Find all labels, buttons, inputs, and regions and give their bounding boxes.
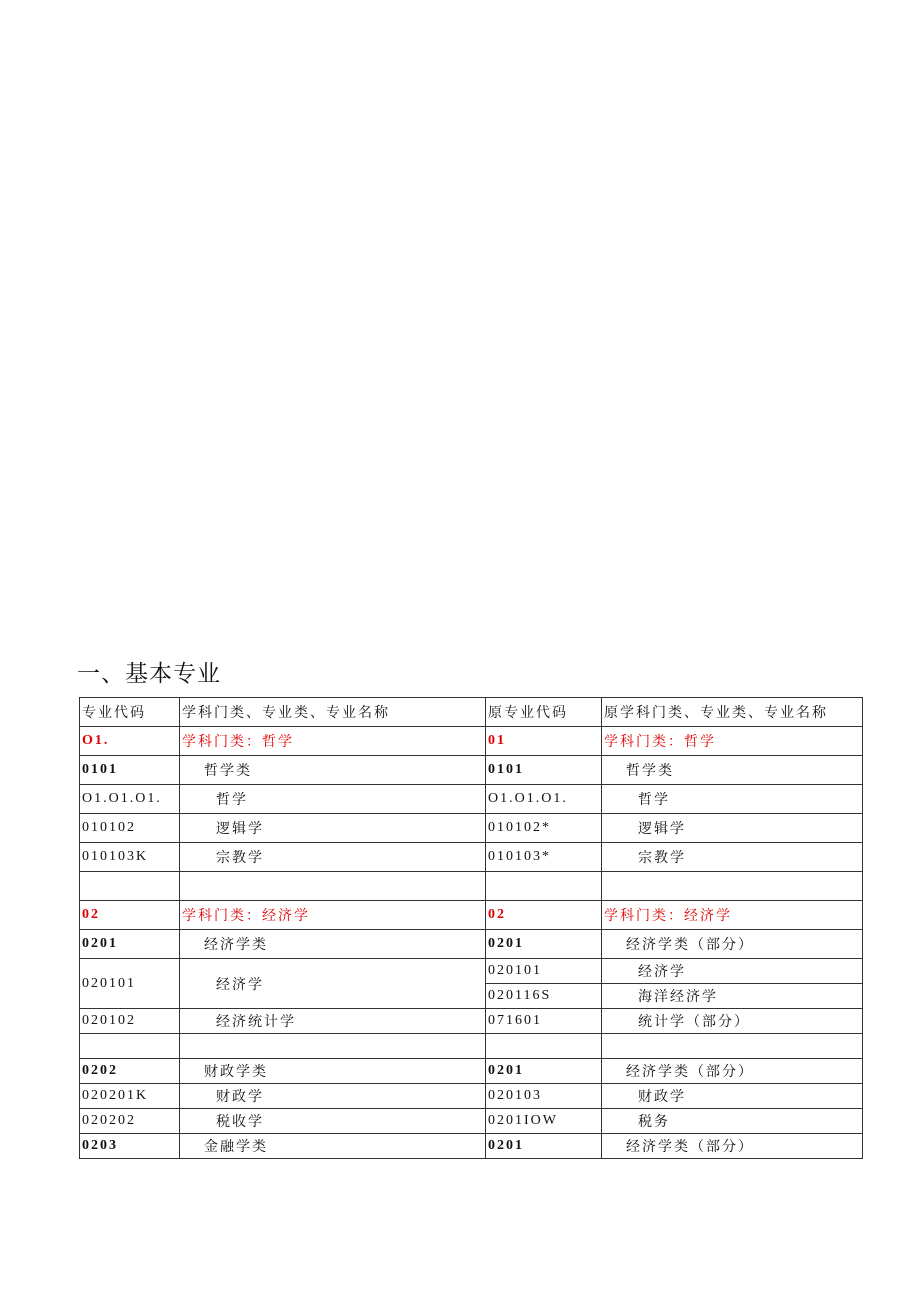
- old-code: 0201: [486, 1134, 602, 1159]
- old-name: 经济学类（部分）: [602, 1059, 863, 1084]
- major-code: 010103K: [80, 843, 180, 872]
- table-row: [80, 727, 863, 756]
- major-name: 财政学类: [180, 1059, 486, 1084]
- old-code: 0201IOW: [486, 1109, 602, 1134]
- table-row: [80, 1009, 863, 1034]
- old-name: 经济学: [602, 959, 863, 984]
- empty-cell: [486, 1034, 602, 1059]
- old-name: 税务: [602, 1109, 863, 1134]
- major-code: 010102: [80, 814, 180, 843]
- column-header: 原学科门类、专业类、专业名称: [602, 698, 863, 727]
- old-name: 宗教学: [602, 843, 863, 872]
- major-code: O1.: [80, 727, 180, 756]
- major-code: 020201K: [80, 1084, 180, 1109]
- major-name: 逻辑学: [180, 814, 486, 843]
- old-code: 071601: [486, 1009, 602, 1034]
- old-code: 02: [486, 901, 602, 930]
- table-row: [80, 814, 863, 843]
- major-name: 学科门类：哲学: [180, 727, 486, 756]
- table-row: [80, 1059, 863, 1084]
- major-name: 哲学类: [180, 756, 486, 785]
- old-code: 01: [486, 727, 602, 756]
- old-code: 0201: [486, 1059, 602, 1084]
- old-code: 010102*: [486, 814, 602, 843]
- majors-table: [79, 697, 863, 1159]
- old-code: 010103*: [486, 843, 602, 872]
- table-row: [80, 843, 863, 872]
- table-row: [80, 1109, 863, 1134]
- major-code: 020102: [80, 1009, 180, 1034]
- old-code: 020101: [486, 959, 602, 984]
- section-heading: 一、基本专业: [77, 661, 221, 687]
- major-name: 财政学: [180, 1084, 486, 1109]
- empty-cell: [80, 872, 180, 901]
- old-name: 逻辑学: [602, 814, 863, 843]
- old-name: 哲学类: [602, 756, 863, 785]
- old-code: 0101: [486, 756, 602, 785]
- old-name: 海洋经济学: [602, 984, 863, 1009]
- major-name: 税收学: [180, 1109, 486, 1134]
- table-row: [80, 959, 863, 984]
- major-code: 0202: [80, 1059, 180, 1084]
- old-code: 0201: [486, 930, 602, 959]
- major-name: 经济统计学: [180, 1009, 486, 1034]
- major-code: 0101: [80, 756, 180, 785]
- major-code: O1.O1.O1.: [80, 785, 180, 814]
- major-code: 020101: [80, 959, 180, 1009]
- major-code: 02: [80, 901, 180, 930]
- old-code: O1.O1.O1.: [486, 785, 602, 814]
- major-name: 哲学: [180, 785, 486, 814]
- old-name: 学科门类：经济学: [602, 901, 863, 930]
- old-name: 经济学类（部分）: [602, 930, 863, 959]
- empty-cell: [180, 1034, 486, 1059]
- table-row: [80, 1134, 863, 1159]
- empty-cell: [80, 1034, 180, 1059]
- major-code: 020202: [80, 1109, 180, 1134]
- major-name: 经济学: [180, 959, 486, 1009]
- major-name: 宗教学: [180, 843, 486, 872]
- old-name: 财政学: [602, 1084, 863, 1109]
- column-header: 学科门类、专业类、专业名称: [180, 698, 486, 727]
- empty-cell: [602, 872, 863, 901]
- old-code: 020116S: [486, 984, 602, 1009]
- header-row: [80, 698, 863, 727]
- major-name: 经济学类: [180, 930, 486, 959]
- table-row: [80, 930, 863, 959]
- old-name: 哲学: [602, 785, 863, 814]
- table-row: [80, 785, 863, 814]
- table-row: [80, 756, 863, 785]
- column-header: 专业代码: [80, 698, 180, 727]
- major-name: 金融学类: [180, 1134, 486, 1159]
- empty-cell: [486, 872, 602, 901]
- major-name: 学科门类：经济学: [180, 901, 486, 930]
- old-name: 学科门类：哲学: [602, 727, 863, 756]
- old-name: 经济学类（部分）: [602, 1134, 863, 1159]
- spacer-row: [80, 872, 863, 901]
- empty-cell: [180, 872, 486, 901]
- spacer-row: [80, 1034, 863, 1059]
- old-name: 统计学（部分）: [602, 1009, 863, 1034]
- column-header: 原专业代码: [486, 698, 602, 727]
- table-row: [80, 1084, 863, 1109]
- major-code: 0201: [80, 930, 180, 959]
- major-code: 0203: [80, 1134, 180, 1159]
- old-code: 020103: [486, 1084, 602, 1109]
- table-row: [80, 901, 863, 930]
- empty-cell: [602, 1034, 863, 1059]
